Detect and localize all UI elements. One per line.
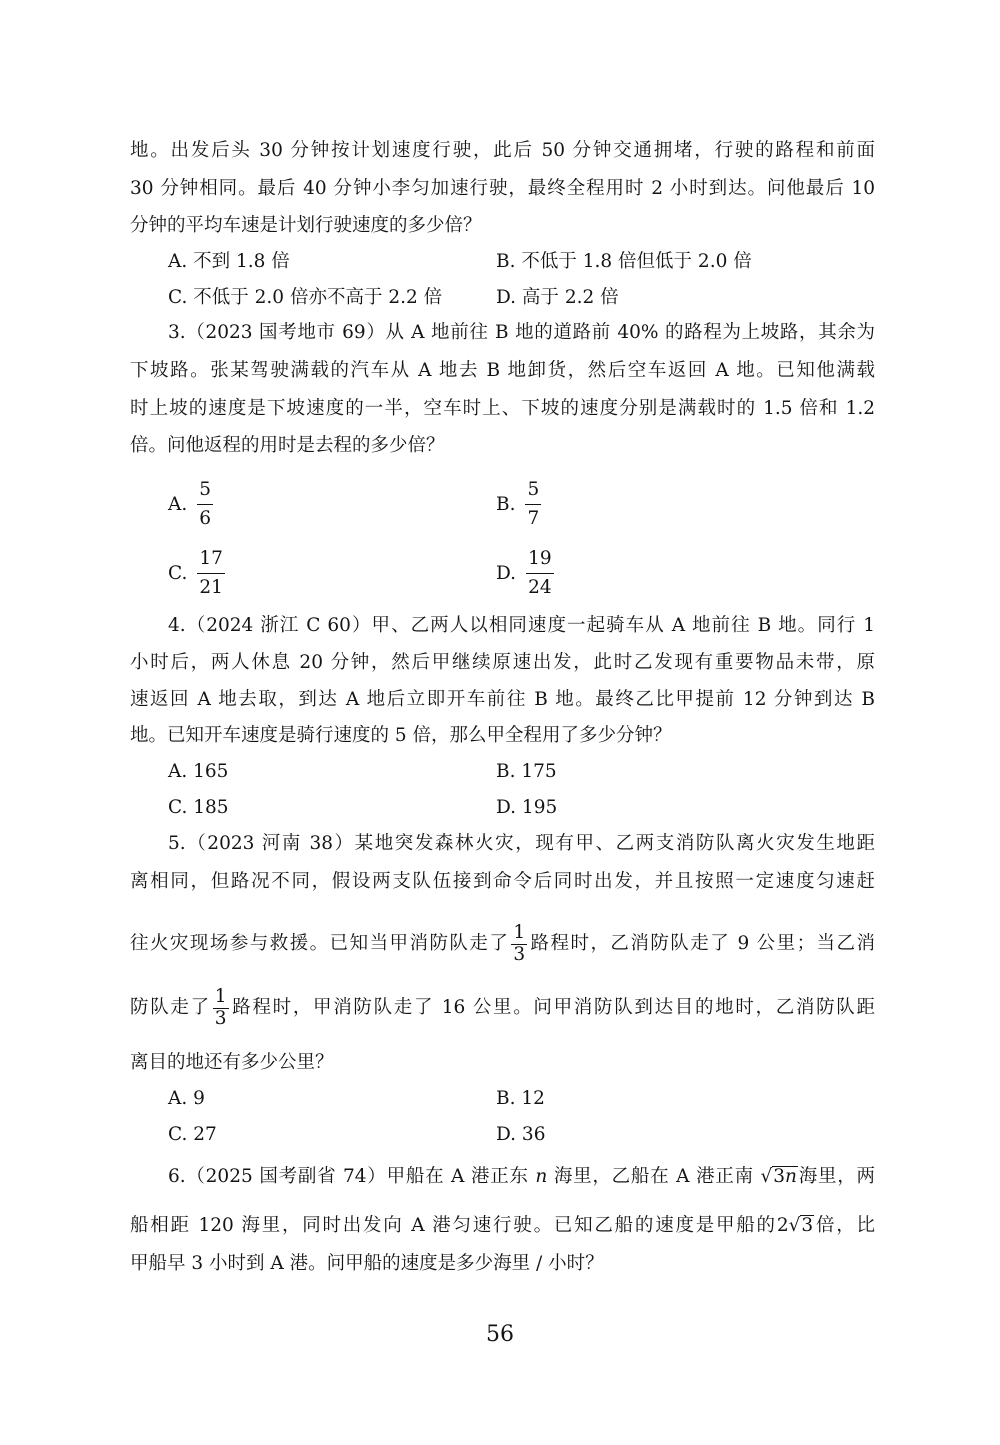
q5-option-b: B. 12 [496,1088,545,1109]
numerator: 1 [513,922,526,944]
q4-line-1: 4.（2024 浙江 C 60）甲、乙两人以相同速度一起骑车从 A 地前往 B 地。同行 1 [168,615,875,636]
q4-option-d: D. 195 [496,797,558,818]
q5-line-3 [130,918,875,970]
q2-line-3: 分钟的平均车速是计划行驶速度的多少倍？ [130,215,482,236]
q2-option-c: C. 不低于 2.0 倍亦不高于 2.2 倍 [168,287,443,308]
q5-line-4-text-a: 防队走了 [130,997,211,1018]
radicand-value: 3 [773,1166,786,1187]
fraction [197,545,225,602]
q6-line-1 [168,1164,875,1190]
radicand: 3 [801,1215,814,1236]
q3-option-a [168,476,215,533]
sqrt-expression: √3 [788,1215,814,1236]
q5-line-3-text-b: 路程时，乙消防队走了 9 公里；当乙消 [529,933,875,954]
page-number: 56 [486,1322,514,1347]
q3-option-d [496,545,556,602]
q6-line-2-text-a: 船相距 120 海里，同时出发向 A 港匀速行驶。已知乙船的速度是甲船的 [130,1215,777,1236]
q5-line-3-text-a: 往火灾现场参与救援。已知当甲消防队走了 [130,933,510,954]
q2-option-a: A. 不到 1.8 倍 [168,251,290,272]
fraction [526,545,554,602]
sqrt-expression: √3n [760,1166,797,1187]
numerator: 5 [525,476,541,505]
q3-line-3: 时上坡的速度是下坡速度的一半，空车时上、下坡的速度分别是满载时的 1.5 倍和 1.2 [130,398,875,419]
denominator: 21 [199,577,223,598]
option-label: D. [496,563,517,584]
q2-option-b: B. 不低于 1.8 倍但低于 2.0 倍 [496,251,752,272]
q4-option-c: C. 185 [168,797,229,818]
fraction [197,476,213,533]
q3-option-c [168,545,227,602]
q4-line-2: 小时后，两人休息 20 分钟，然后甲继续原速出发，此时乙发现有重要物品未带，原 [130,652,875,673]
q5-option-c: C. 27 [168,1124,217,1145]
q5-line-2: 离相同，但路况不同，假设两支队伍接到命令后同时出发，并且按照一定速度匀速赶 [130,871,875,892]
option-label: B. [496,494,516,515]
q6-line-1-text-b: 海里，乙船在 A 港正南 [553,1166,754,1187]
q5-line-4-text-b: 路程时，甲消防队走了 16 公里。问甲消防队到达目的地时，乙消防队距 [230,997,875,1018]
variable-n: n [785,1166,797,1187]
q3-line-2: 下坡路。张某驾驶满载的汽车从 A 地去 B 地卸货，然后空车返回 A 地。已知他满载 [130,360,875,381]
variable-n: n [535,1166,548,1187]
numerator: 17 [197,545,225,574]
q3-line-4: 倍。问他返程的用时是去程的多少倍？ [130,435,445,456]
denominator: 6 [199,508,212,529]
denominator: 7 [527,508,540,529]
option-label: A. [168,494,188,515]
q2-line-2: 30 分钟相同。最后 40 分钟小李匀加速行驶，最终全程用时 2 小时到达。问他最后 10 [130,178,875,199]
q4-line-3: 速返回 A 地去取，到达 A 地后立即开车前往 B 地。最终乙比甲提前 12 分钟到达 B [130,689,875,710]
q6-line-3: 甲船早 3 小时到 A 港。问甲船的速度是多少海里 / 小时？ [130,1253,604,1274]
q6-line-2 [130,1213,875,1239]
numerator: 1 [214,986,227,1008]
fraction [525,476,541,533]
q5-line-1: 5.（2023 河南 38）某地突发森林火灾，现有甲、乙两支消防队离火灾发生地距 [168,833,875,854]
denominator: 3 [513,943,526,965]
q2-option-d: D. 高于 2.2 倍 [496,287,619,308]
q6-line-1-text-c: 海里，两 [797,1166,875,1187]
numerator: 5 [197,476,213,505]
coefficient: 2 [776,1215,789,1236]
q4-option-b: B. 175 [496,761,557,782]
option-label: C. [168,563,188,584]
q5-option-a: A. 9 [168,1088,205,1109]
q6-line-1-text-a: 6.（2025 国考副省 74）甲船在 A 港正东 [168,1166,529,1187]
denominator: 24 [528,577,552,598]
denominator: 3 [214,1007,227,1029]
q5-line-4 [130,982,875,1034]
q2-line-1: 地。出发后头 30 分钟按计划速度行驶，此后 50 分钟交通拥堵，行驶的路程和前面 [130,140,875,161]
q4-line-4: 地。已知开车速度是骑行速度的 5 倍，那么甲全程用了多少分钟？ [130,725,672,746]
q6-line-2-text-b: 倍，比 [814,1215,875,1236]
q3-line-1: 3.（2023 国考地市 69）从 A 地前往 B 地的道路前 40% 的路程为上坡路，其余为 [168,322,875,343]
q5-option-d: D. 36 [496,1124,546,1145]
q4-option-a: A. 165 [168,761,229,782]
radicand [772,1166,798,1187]
q5-line-5: 离目的地还有多少公里？ [130,1052,334,1073]
numerator: 19 [526,545,554,574]
q3-option-b [496,476,543,533]
fraction-one-third [213,987,229,1029]
fraction-one-third [511,923,527,965]
